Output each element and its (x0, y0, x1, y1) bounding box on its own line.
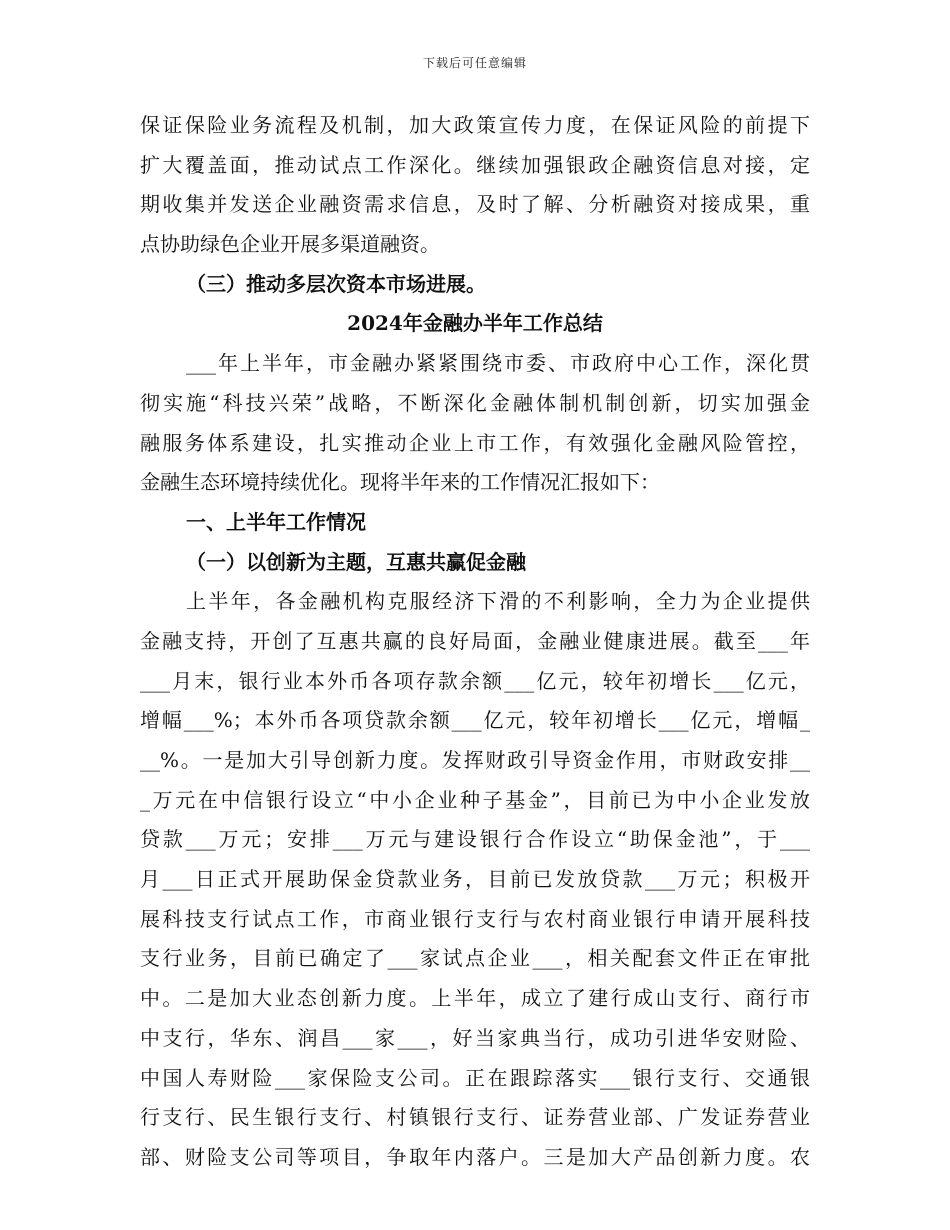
paragraph-line: 中。二是加大业态创新力度。上半年，成立了建行成山支行、商行市 (140, 986, 810, 1011)
paragraph-line: 中国人寿财险___家保险支公司。正在跟踪落实___银行支行、交通银 (140, 1065, 810, 1090)
paragraph-line: 彻实施“科技兴荣”战略，不断深化金融体制机制创新，切实加强金 (140, 390, 810, 415)
paragraph-line: 金融生态环境持续优化。现将半年来的工作情况汇报如下： (140, 470, 660, 495)
paragraph-line: 扩大覆盖面，推动试点工作深化。继续加强银政企融资信息对接，定 (140, 152, 810, 177)
subsection-heading: （一）以创新为主题，互惠共赢促金融 (186, 549, 526, 574)
document-body (140, 106, 810, 1178)
paragraph-line: 支行业务，目前已确定了___家试点企业___，相关配套文件正在审批 (140, 946, 810, 971)
section-heading: 一、上半年工作情况 (186, 509, 366, 534)
paragraph-line: 上半年，各金融机构克服经济下滑的不利影响，全力为企业提供 (186, 589, 810, 614)
paragraph-line: 保证保险业务流程及机制，加大政策宣传力度，在保证风险的前提下 (140, 113, 810, 137)
paragraph-line: 月___日正式开展助保金贷款业务，目前已发放贷款___万元；积极开 (140, 867, 810, 892)
paragraph-line: 增幅___%；本外币各项贷款余额___亿元，较年初增长___亿元，增幅_ (140, 708, 810, 733)
document-title: 2024年金融办半年工作总结 (347, 311, 603, 336)
paragraph-line: ___月末，银行业本外币各项存款余额___亿元，较年初增长___亿元， (140, 668, 810, 693)
page-header: 下载后可任意编辑 (422, 56, 527, 70)
paragraph-line: 展科技支行试点工作，市商业银行支行与农村商业银行申请开展科技 (140, 906, 810, 931)
section-heading: （三）推动多层次资本市场进展。 (186, 271, 486, 296)
paragraph-line: __%。一是加大引导创新力度。发挥财政引导资金作用，市财政安排__ (140, 748, 810, 772)
paragraph-line: 行支行、民生银行支行、村镇银行支行、证券营业部、广发证券营业 (140, 1105, 810, 1130)
paragraph-line: 金融支持，开创了互惠共赢的良好局面，金融业健康进展。截至___年 (140, 628, 810, 653)
paragraph-line: ___年上半年，市金融办紧紧围绕市委、市政府中心工作，深化贯 (186, 351, 810, 376)
paragraph-line: 中支行，华东、润昌___家___，好当家典当行，成功引进华安财险、 (140, 1025, 810, 1050)
paragraph-line: 融服务体系建设，扎实推动企业上市工作，有效强化金融风险管控， (140, 430, 810, 455)
paragraph-line: 贷款___万元；安排___万元与建设银行合作设立“助保金池”，于___ (140, 827, 810, 852)
paragraph-line: _万元在中信银行设立“中小企业种子基金”，目前已为中小企业发放 (140, 787, 810, 812)
paragraph-line: 期收集并发送企业融资需求信息，及时了解、分析融资对接成果，重 (140, 192, 810, 217)
paragraph-line: 部、财险支公司等项目，争取年内落户。三是加大产品创新力度。农 (140, 1144, 810, 1169)
paragraph-line: 点协助绿色企业开展多渠道融资。 (140, 232, 440, 257)
